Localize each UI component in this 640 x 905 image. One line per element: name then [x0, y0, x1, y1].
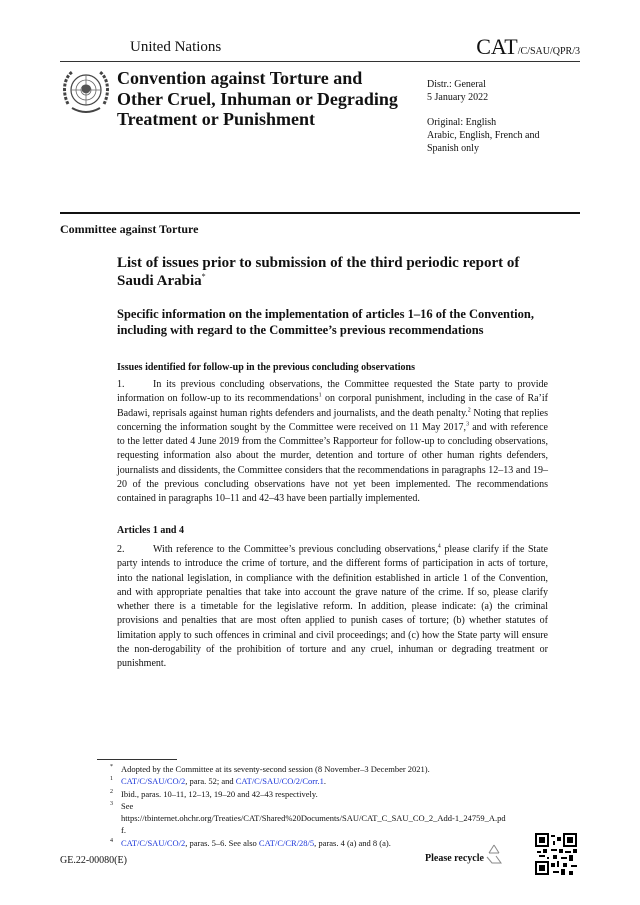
- header-divider: [60, 61, 580, 62]
- footnote: [110, 775, 510, 787]
- footnote: [110, 837, 510, 849]
- section-title: Issues identified for follow-up in the previous concluding observations: [117, 362, 416, 373]
- footnotes: [110, 763, 510, 849]
- footnote-ref[interactable]: 2: [467, 407, 471, 414]
- footnote-text: Adopted by the Committee at its seventy-second session (8 November–3 December 2021).: [121, 764, 430, 774]
- text: Noting that replies concerning the information sought by the Committee were received on 11 May 2017,: [117, 407, 548, 433]
- document-symbol: [476, 34, 580, 60]
- document-heading: [117, 254, 547, 290]
- organization-name: United Nations: [130, 39, 222, 55]
- qr-code-icon[interactable]: [535, 830, 577, 878]
- distribution-info: [427, 78, 557, 155]
- recycle-label: Please recycle: [425, 853, 484, 864]
- paragraph-2: [117, 543, 548, 672]
- recycle-icon: [483, 843, 505, 865]
- text: With reference to the Committee’s previous concluding observations,: [153, 544, 438, 555]
- document-subheading: Specific information on the implementation of articles 1–16 of the Convention, including with regard to the Committee’s previous recommendations: [117, 307, 534, 337]
- footnote-marker: 1: [110, 776, 113, 783]
- symbol-suffix: /C/SAU/QPR/3: [517, 46, 580, 57]
- convention-title: Convention against Torture and Other Cruel, Inhuman or Degrading Treatment or Punishment: [117, 68, 398, 129]
- document-link[interactable]: CAT/C/SAU/CO/2: [121, 837, 186, 848]
- paragraph-number: 1.: [117, 379, 125, 390]
- footnote-marker: 4: [110, 837, 113, 844]
- symbol-main: CAT: [476, 34, 518, 59]
- footnote-text: , paras. 4 (a) and 8 (a).: [314, 837, 391, 848]
- original-language: Original: English: [427, 117, 497, 128]
- footnote-url: https://tbinternet.ohchr.org/Treaties/CAT/Shared%20Documents/SAU/CAT_C_SAU_CO_2_Add-1_24759_A.pdf.: [121, 813, 506, 836]
- footnote: [110, 800, 510, 837]
- footnote: [110, 763, 510, 775]
- paragraph-1: [117, 378, 548, 507]
- footnote-marker: 3: [110, 800, 113, 807]
- footnote-text: .: [323, 776, 326, 787]
- document-link[interactable]: CAT/C/SAU/CO/2/Corr.1: [235, 776, 324, 787]
- committee-name: Committee against Torture: [60, 222, 199, 236]
- footnote-divider: [97, 759, 177, 760]
- text: and with reference to the letter dated 4 June 2019 from the Committee’s Rapporteur for follow-up to concluding observations, requesting information also about the murder, detention and torture of other human rights defenders, journalists and dissidents, the Committee considers that the recommendations in paragraphs 12–13 and 19–20 of the previous concluding observations have not yet been implemented. The recommendations contained in paragraphs 10–11 and 42–43 have been partially implemented.: [117, 421, 548, 505]
- footnote-text: , para. 52; and: [185, 776, 236, 787]
- text: In its previous concluding observations, the Committee requested the State party to provide information on follow-up to its recommendations: [117, 379, 548, 405]
- paragraph-number: 2.: [117, 544, 125, 555]
- footnote-ref[interactable]: 3: [466, 421, 470, 428]
- document-link[interactable]: CAT/C/CR/28/5: [258, 837, 315, 848]
- job-number: GE.22-00080(E): [60, 855, 127, 866]
- heading-text: List of issues prior to submission of the third periodic report of Saudi Arabia: [117, 255, 520, 289]
- un-emblem-icon: [62, 68, 110, 118]
- languages: Arabic, English, French and Spanish only: [427, 130, 540, 154]
- distribution: Distr.: General: [427, 79, 486, 90]
- footnote-marker: 2: [110, 788, 113, 795]
- footnote-text: , paras. 5–6. See also: [185, 837, 259, 848]
- footnote-text: See: [121, 800, 134, 811]
- text: please clarify if the State party intends to introduce the crime of torture, and the different forms of participation in acts of torture, into the national legislation, in compliance with the definition established in article 1 of the Convention, and with appropriate penalties that take into account the grave nature of the crime. If so, please clarify whether there is a timetable for the legislative reform. In addition, please indicate: (a) the criminal provisions and penalties that are most often applied to punish cases of torture; (b) whether statutes of limitation apply to such offences in criminal and civil proceedings; and (c) how the State party will ensure the non-derogability of the prohibition of torture and any cruel, inhuman or degrading treatment or punishment.: [117, 544, 548, 670]
- issue-date: 5 January 2022: [427, 92, 489, 103]
- footnote-ref[interactable]: 4: [437, 543, 441, 550]
- section-title: Articles 1 and 4: [117, 525, 184, 536]
- footnote-ref[interactable]: 1: [318, 392, 322, 399]
- heading-footnote-marker: *: [201, 272, 206, 281]
- text: on corporal punishment, including in the case of Ra’if Badawi, reprisals against human rights defenders and journalists, and the death penalty.: [117, 393, 548, 419]
- footnote-text: Ibid., paras. 10–11, 12–13, 19–20 and 42–43 respectively.: [121, 788, 318, 799]
- document-link[interactable]: CAT/C/SAU/CO/2: [121, 776, 186, 787]
- footnote: [110, 788, 510, 800]
- footnote-marker: *: [110, 764, 113, 770]
- title-divider: [60, 212, 580, 214]
